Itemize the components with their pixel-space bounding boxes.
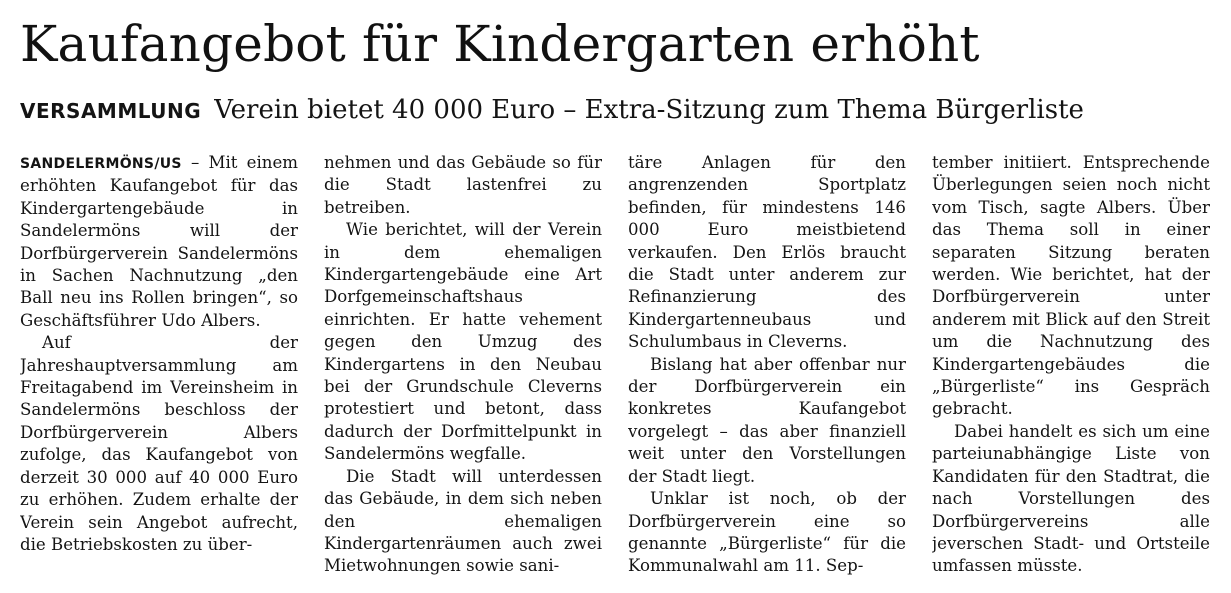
paragraph: Unklar ist noch, ob der Dorfbürgerverein eine so genannte „Bürgerliste“ für die Kommunalwahl am 11. Sep- bbox=[628, 489, 906, 576]
paragraph: Die Stadt will unterdessen das Gebäude, in dem sich neben den ehemaligen Kindergartenräumen auch zwei Mietwohnungen sowie sani- bbox=[324, 466, 602, 576]
kicker: VERSAMMLUNG bbox=[20, 99, 202, 123]
paragraph-text: – Mit einem erhöhten Kaufangebot für das Kindergartengebäude in Sandelermöns will der Dorfbürgerverein Sandelermöns in Sachen Nachnutzung „den Ball neu ins Rollen bringen“, so Geschäftsführer Udo Albers. bbox=[20, 153, 298, 330]
paragraph: Dabei handelt es sich um eine parteiunabhängige Liste von Kandidaten für den Stadtrat, die nach Vorstellungen des Dorfbürgervereins alle jeverschen Stadt- und Ortsteile umfassen müsste. bbox=[932, 421, 1210, 576]
article-column-3 bbox=[628, 152, 906, 582]
paragraph: Wie berichtet, will der Verein in dem ehemaligen Kindergartengebäude eine Art Dorfgemeinschaftshaus einrichten. Er hatte vehement gegen den Umzug des Kindergartens in den Neubau bei der Grundschule Cleverns protestiert und betont, dass dadurch der Dorfmittelpunkt in Sandelermöns wegfalle. bbox=[324, 220, 602, 464]
dateline: SANDELERMÖNS/US bbox=[20, 156, 182, 172]
article-column-1 bbox=[20, 152, 298, 582]
subtitle: Verein bietet 40 000 Euro – Extra-Sitzung zum Thema Bürgerliste bbox=[214, 95, 1084, 125]
article-column-4 bbox=[932, 152, 1210, 582]
paragraph: Auf der Jahreshauptversammlung am Freitagabend im Vereinsheim in Sandelermöns beschloss der Dorfbürgerverein Albers zufolge, das Kaufangebot von derzeit 30 000 auf 40 000 Euro zu erhöhen. Zudem erhalte der Verein sein Angebot aufrecht, die Betriebskosten zu über- bbox=[20, 333, 298, 554]
paragraph: täre Anlagen für den angrenzenden Sportplatz befinden, für mindestens 146 000 Euro meistbietend verkaufen. Den Erlös braucht die Stadt unter anderem zur Refinanzierung des Kindergartenneubaus und Schulumbaus in Cleverns. bbox=[628, 153, 906, 352]
paragraph: nehmen und das Gebäude so für die Stadt lastenfrei zu betreiben. bbox=[324, 153, 602, 217]
paragraph: Bislang hat aber offenbar nur der Dorfbürgerverein ein konkretes Kaufangebot vorgelegt – das aber finanziell weit unter den Vorstellungen der Stadt liegt. bbox=[628, 354, 906, 486]
paragraph bbox=[20, 152, 298, 332]
headline: Kaufangebot für Kindergarten erhöht bbox=[20, 15, 980, 73]
paragraph: tember initiiert. Entsprechende Überlegungen seien noch nicht vom Tisch, sagte Albers. Über das Thema soll in einer separaten Sitzung beraten werden. Wie berichtet, hat der Dorfbürgerverein unter anderem mit Blick auf den Streit um die Nachnutzung des Kindergartengebäudes die „Bürgerliste“ ins Gespräch gebracht. bbox=[932, 153, 1210, 419]
article-column-2 bbox=[324, 152, 602, 582]
subheadline bbox=[20, 92, 1220, 131]
